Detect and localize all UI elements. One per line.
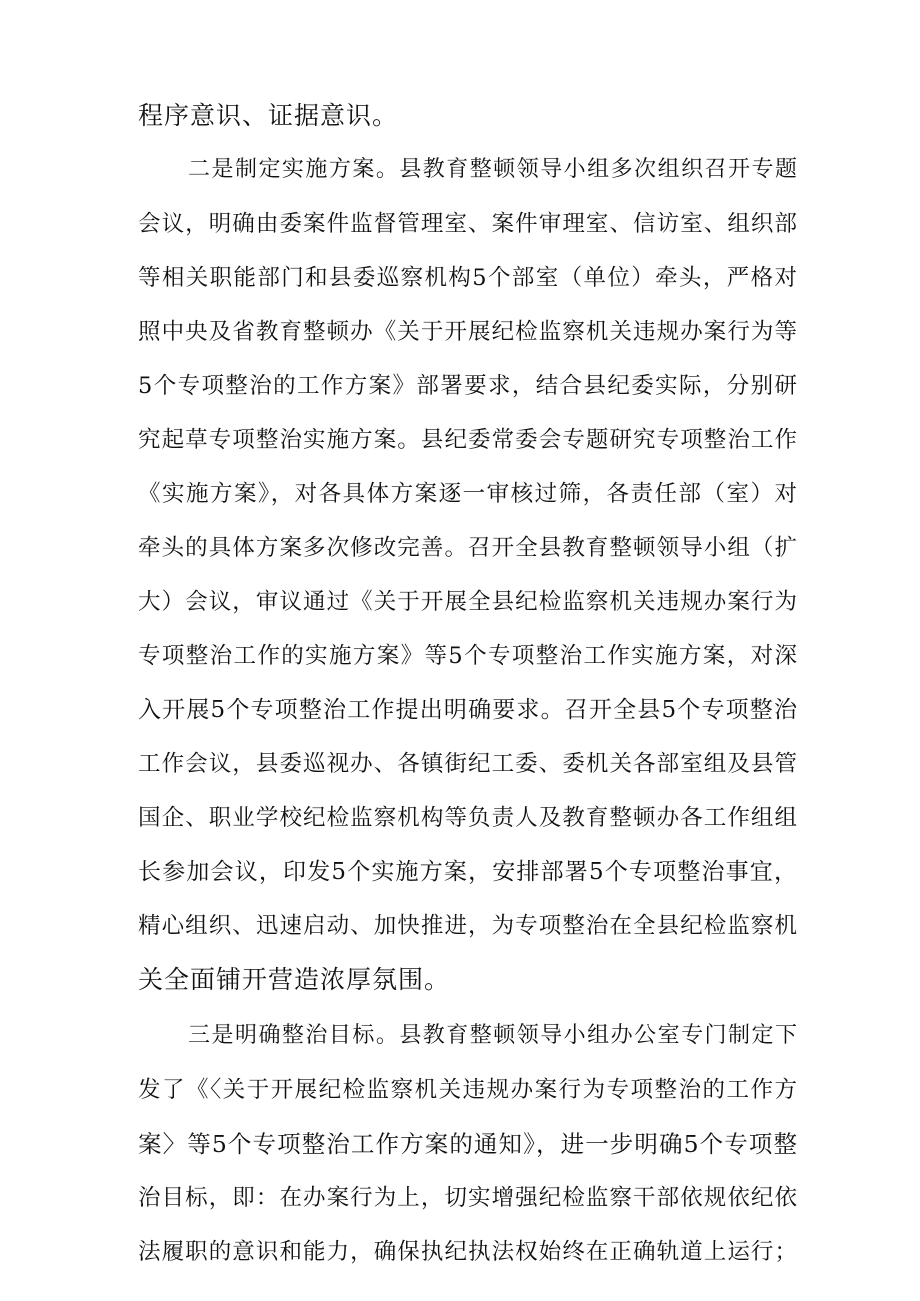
paragraph-2-line-2: 会议，明确由委案件监督管理室、案件审理室、信访室、组织部 bbox=[138, 211, 798, 237]
paragraph-2-line-13: 国企、职业学校纪检监察机构等负责人及教育整顿办各工作组组 bbox=[138, 805, 798, 831]
paragraph-3-line-3: 案〉等5个专项整治工作方案的通知》，进一步明确5个专项整 bbox=[138, 1130, 798, 1158]
paragraph-2-line-5: 5个专项整治的工作方案》部署要求，结合县纪委实际，分别研 bbox=[138, 373, 798, 399]
paragraph-2-line-8: 牵头的具体方案多次修改完善。召开全县教育整顿领导小组（扩 bbox=[138, 535, 798, 561]
paragraph-2-line-10: 专项整治工作的实施方案》等5个专项整治工作实施方案，对深 bbox=[138, 643, 798, 669]
paragraph-2-line-14: 长参加会议，印发5个实施方案，安排部署5个专项整治事宜， bbox=[138, 859, 798, 885]
paragraph-1-line-1: 程序意识、证据意识。 bbox=[138, 101, 399, 130]
paragraph-2-line-6: 究起草专项整治实施方案。县纪委常委会专题研究专项整治工作 bbox=[138, 427, 798, 453]
paragraph-2-line-15: 精心组织、迅速启动、加快推进，为专项整治在全县纪检监察机 bbox=[138, 913, 798, 939]
paragraph-3-line-4: 治目标，即：在办案行为上，切实增强纪检监察干部依规依纪依 bbox=[138, 1185, 798, 1211]
paragraph-3-line-2: 发了《〈关于开展纪检监察机关违规办案行为专项整治的工作方 bbox=[138, 1077, 798, 1103]
paragraph-3-line-5: 法履职的意识和能力，确保执纪执法权始终在正确轨道上运行； bbox=[138, 1239, 798, 1265]
paragraph-2-line-4: 照中央及省教育整顿办《关于开展纪检监察机关违规办案行为等 bbox=[138, 319, 798, 345]
paragraph-2-line-11: 入开展5个专项整治工作提出明确要求。召开全县5个专项整治 bbox=[138, 697, 798, 723]
paragraph-3-line-1: 三是明确整治目标。县教育整顿领导小组办公室专门制定下 bbox=[188, 1023, 798, 1048]
paragraph-2-line-9: 大）会议，审议通过《关于开展全县纪检监察机关违规办案行为 bbox=[138, 589, 798, 615]
paragraph-2-line-3: 等相关职能部门和县委巡察机构5个部室（单位）牵头，严格对 bbox=[138, 265, 798, 291]
paragraph-2-line-7: 《实施方案》，对各具体方案逐一审核过筛，各责任部（室）对 bbox=[138, 481, 798, 507]
paragraph-2-line-16: 关全面铺开营造浓厚氛围。 bbox=[138, 965, 451, 994]
paragraph-2-line-12: 工作会议，县委巡视办、各镇街纪工委、委机关各部室组及县管 bbox=[138, 751, 798, 777]
paragraph-2-line-1: 二是制定实施方案。县教育整顿领导小组多次组织召开专题 bbox=[188, 157, 798, 182]
